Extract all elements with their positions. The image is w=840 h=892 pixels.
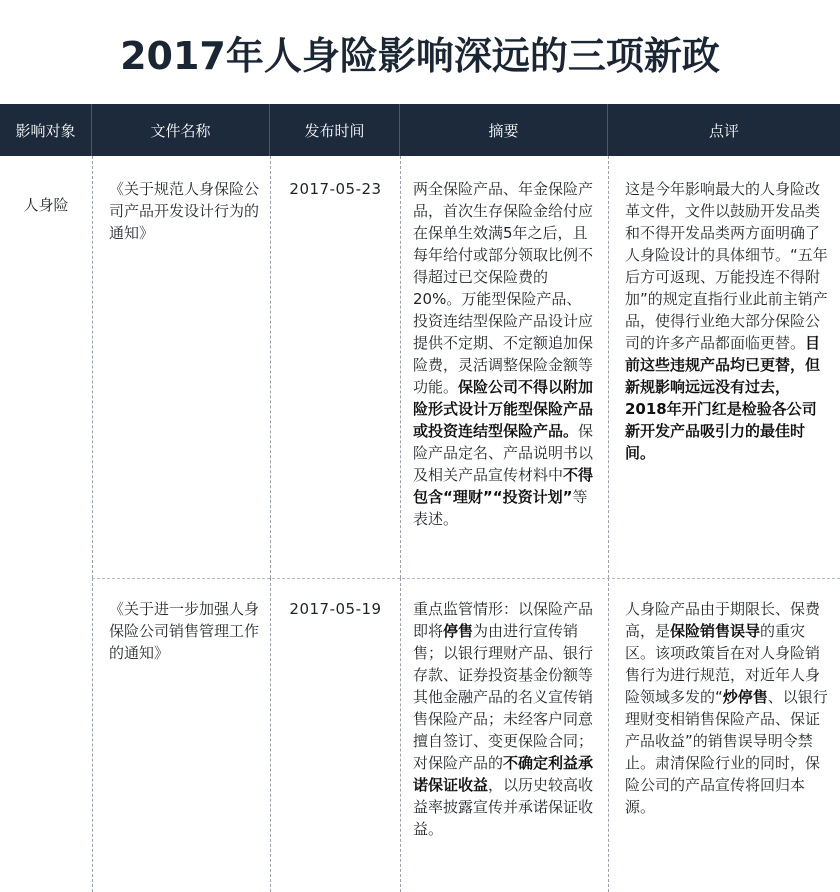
body-text: 保险产品定名、产品说明书以及相关产品宣传材料中	[413, 422, 594, 484]
cell-date: 2017-05-23	[270, 156, 400, 578]
header-target: 影响对象	[0, 104, 92, 156]
cell-comment	[608, 578, 840, 892]
body-text: 重点监管情形：以保险产品即将	[413, 600, 594, 640]
body-text: 为由进行宣传销售；以银行理财产品、银行存款、证券投资基金份额等其他金融产品的名义宣传销售保险产品；未经客户同意擅自签订、变更保险合同；对保险产品的	[413, 622, 594, 772]
cell-document: 《关于进一步加强人身保险公司销售管理工作的通知》	[92, 578, 270, 892]
row-divider	[92, 578, 840, 579]
body-text: 这是今年影响最大的人身险改革文件，文件以鼓励开发品类和不得开发品类两方面明确了人身险设计的具体细节。“五年后方可返现、万能投连不得附加”的规定直指行业此前主销产品，使得行业绝大部分保险公司的许多产品都面临更替。	[625, 180, 828, 352]
body-text: 的重灾区。该项政策旨在对人身险销售行为进行规范，对近年人身险领域多发的“	[625, 622, 821, 706]
body-text: 人身险产品由于期限长、保费高，是	[625, 600, 821, 640]
emphasis-text: 停售	[443, 622, 474, 640]
emphasis-text: 炒停售	[722, 688, 768, 706]
body-text: ，以历史较高收益率披露宣传并承诺保证收益。	[413, 776, 594, 838]
cell-summary	[400, 578, 608, 892]
header-summary: 摘要	[400, 104, 608, 156]
header-document: 文件名称	[92, 104, 270, 156]
table-row	[0, 156, 840, 578]
emphasis-text: 保险销售误导	[670, 622, 761, 640]
cell-summary	[400, 156, 608, 578]
header-comment: 点评	[708, 121, 739, 140]
table-body	[0, 156, 840, 892]
emphasis-text: 保险公司不得以附加险形式设计万能型保险产品或投资连结型保险产品。	[413, 378, 594, 440]
emphasis-text: 目前这些违规产品均已更替，但新规影响远远没有过去，2018年开门红是检验各公司新开发产品吸引力的最佳时间。	[625, 334, 821, 462]
cell-target	[0, 578, 92, 892]
header-date: 发布时间	[270, 104, 400, 156]
cell-date: 2017-05-19	[270, 578, 400, 892]
cell-comment	[608, 156, 840, 578]
table-row	[0, 578, 840, 892]
body-text: 、以银行理财变相销售保险产品、保证产品收益”的销售误导明令禁止。肃清保险行业的同时，保险公司的产品宣传将回归本源。	[625, 688, 828, 816]
page-title: 2017年人身险影响深远的三项新政	[120, 33, 720, 78]
emphasis-text: 不得包含“理财”“投资计划”	[413, 466, 594, 506]
cell-document: 《关于规范人身保险公司产品开发设计行为的通知》	[92, 156, 270, 578]
body-text: 两全保险产品、年金保险产品，首次生存保险金给付应在保单生效满5年之后，且每年给付或部分领取比例不得超过已交保险费的20%。万能型保险产品、投资连结型保险产品设计应提供不定期、不定额追加保险费，灵活调整保险金额等功能。	[413, 180, 594, 396]
cell-target: 人身险	[23, 196, 69, 214]
table-header	[0, 104, 840, 156]
emphasis-text: 不确定利益承诺保证收益	[413, 754, 594, 794]
policy-table	[0, 104, 840, 892]
body-text: 等表述。	[413, 488, 588, 528]
